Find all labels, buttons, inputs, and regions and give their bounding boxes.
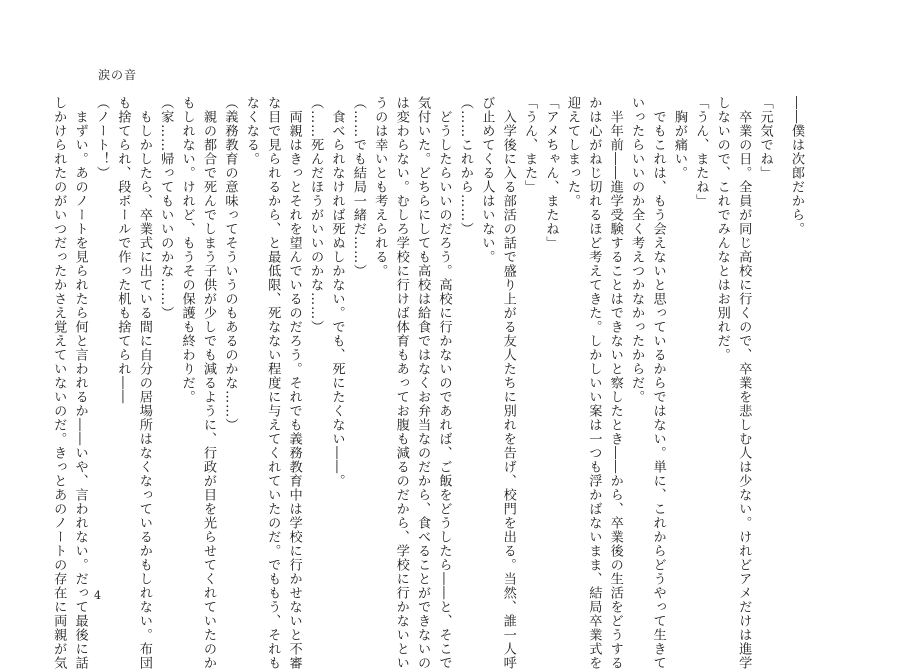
text-line: 「うん、また」: [522, 96, 538, 194]
running-header: 涙の音: [98, 68, 138, 82]
text-line: ――僕は次郎だから。: [789, 96, 804, 236]
text-line: （……でも結局一緒だ……）: [350, 96, 366, 278]
text-line: 入学後に入る部活の話で盛り上がる友人たちに別れを告げ、校門を出る。当然、誰一人呼: [500, 96, 516, 670]
text-line: かは心がねじ切れるほど考えてきた。しかしいい案は一つも浮かばないまま、結局卒業式を: [586, 96, 602, 670]
body-text-vertical: [51, 96, 807, 670]
text-line: しかけられたのがいつだったかさえ覚えていないのだ。きっとあのノートの存在に両親が気: [51, 96, 67, 670]
text-line: （……死んだほうがいいのかな……）: [308, 96, 324, 334]
text-line: び止めてくる人はいない。: [479, 96, 495, 264]
text-line: 「うん、またね」: [693, 96, 709, 208]
text-line: もしかしたら、卒業式に出ている間に自分の居場所はなくなっているかもしれない。布団: [136, 96, 152, 670]
text-line: 親の都合で死んでしまう子供が少しでも減るように、行政が目を光らせてくれていたのか: [201, 96, 217, 670]
text-line: 「アメちゃん、またね」: [543, 96, 559, 250]
text-line: な目で見られるから、と最低限、死なない程度に与えてくれていたのだ。でももう、それも: [265, 96, 281, 670]
text-line: 「元気でね」: [757, 96, 773, 180]
text-line: も捨てられ、段ボールで作った机も捨てられ――: [115, 96, 131, 404]
text-line: （家……帰ってもいいのかな……）: [158, 96, 174, 320]
text-line: 両親はきっとそれを望んでいるのだろう。それでも義務教育中は学校に行かせないと不審: [286, 96, 302, 670]
text-line: は変わらない。むしろ学校に行けば体育もあってお腹も減るのだから、学校に行かないとい: [393, 96, 409, 670]
text-line: （義務教育の意味ってそういうのもあるのかな……）: [222, 96, 238, 432]
text-line: うのは幸いとも考えられる。: [372, 96, 388, 278]
text-line: 卒業の日。全員が同じ高校に行くので、卒業を悲しむ人は少ない。けれどアメだけは進学: [736, 96, 752, 670]
text-line: 食べられなければ死ぬしかない。でも、死にたくない――。: [329, 96, 345, 488]
text-line: まずい。あのノートを見られたら何と言われるか――いや、言われない。だって最後に話: [72, 96, 88, 670]
text-line: （ノート！）: [94, 96, 109, 180]
page-number: 4: [94, 589, 101, 602]
text-line: 気付いた。どちらにしても高校は給食ではなくお弁当なのだから、食べることができないの: [415, 96, 431, 670]
blank-line: [776, 96, 786, 574]
text-line: しないので、これでみんなとはお別れだ。: [714, 96, 730, 362]
text-line: どうしたらいいのだろう。高校に行かないのであれば、ご飯をどうしたら――と、そこで: [436, 96, 452, 670]
text-line: 迎えてしまった。: [564, 96, 580, 208]
text-line: でもこれは、もう会えないと思っているからではない。単に、これからどうやって生きて: [650, 96, 666, 670]
text-line: なくなる。: [243, 96, 259, 166]
text-line: 胸が痛い。: [671, 96, 687, 180]
text-line: もしれない。けれど、もうその保護も終わりだ。: [179, 96, 195, 404]
text-line: （……これから……）: [457, 96, 473, 236]
text-line: いったらいいのか全く考えつかなかったからだ。: [629, 96, 645, 404]
text-line: 半年前――進学受験することはできないと察したとき――から、卒業後の生活をどうする: [607, 96, 623, 670]
